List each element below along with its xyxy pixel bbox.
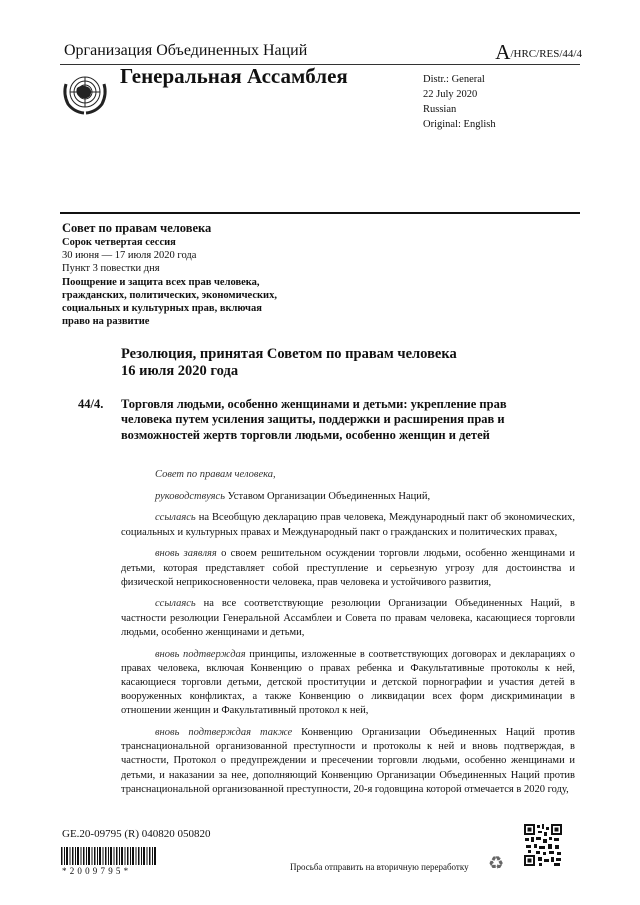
resolution-number: 44/4.: [78, 397, 104, 411]
recycle-notice: Просьба отправить на вторичную переработку: [290, 862, 469, 872]
agenda-title-2: гражданских, политических, экономических,: [62, 289, 277, 301]
job-number: GE.20-09795 (R) 040820 050820: [62, 828, 211, 840]
language-line: Russian: [423, 104, 457, 115]
paragraph: руководствуясь Уставом Организации Объединенных Наций,: [155, 490, 431, 502]
date-line: 22 July 2020: [423, 89, 478, 100]
session-dates: 30 июня — 17 июля 2020 года: [62, 250, 197, 262]
document-symbol: [495, 40, 582, 65]
barcode-number: *2009795*: [62, 866, 132, 876]
paragraph: [121, 468, 575, 482]
paragraph-lead: вновь подтверждая также: [155, 727, 293, 739]
agenda-item: Пункт 3 повестки дня: [62, 263, 160, 275]
agenda-title-3: социальных и культурных прав, включая: [62, 303, 262, 315]
paragraph-lead: вновь заявляя: [155, 548, 217, 560]
paragraph: вновь подтверждая принципы, изложенные в соответствующих договорах и декларациях о правах человека, включая Конвенцию о правах ребенка и Факультативные протоколы к ней, касающиеся торговли детьми, детской проституции и детской порнографии и участия детей в вооруженных конфликтах, а также Конвенцию о ликвидации всех форм дискриминации в отношении женщин и Факультативный протокол к ней,: [121, 648, 575, 717]
paragraph: ссылаясь на Всеобщую декларацию прав человека, Международный пакт об экономических, социальных и культурных правах и Международный пакт о гражданских и политических правах,: [121, 512, 575, 538]
paragraph: вновь подтверждая также Конвенцию Организации Объединенных Наций против транснациональной организованной преступности и протоколы к ней и вновь подтверждая, в частности, Протокол о предупреждении и пресечении торговли людьми, особенно женщинами и детьми, и наказании за нее, дополняющий Конвенцию Организации Объединенных Наций против транснациональной организованной преступности, 20-я годовщина которой отмечается в 2020 году,: [121, 727, 576, 795]
agenda-title-4: право на развитие: [62, 316, 150, 328]
resolution-title-line-2: 16 июля 2020 года: [121, 363, 239, 379]
agenda-title-1: Поощрение и защита всех прав человека,: [62, 276, 260, 288]
paragraph-lead: ссылаясь: [155, 598, 196, 610]
distr-line: Distr.: General: [423, 74, 485, 85]
original-language-line: Original: English: [423, 119, 496, 130]
resolution-topic: Торговля людьми, особенно женщинами и детьми: укрепление прав человека путем усиления защиты, поддержки и расширения прав и возможностей жертв торговли людьми, особенно женщин и детей: [121, 397, 507, 442]
qr-code-icon: [524, 824, 562, 866]
organization-name: Организация Объединенных Наций: [64, 42, 308, 59]
council-name: Совет по правам человека: [62, 221, 212, 235]
barcode-icon: [61, 847, 156, 865]
council-block: [62, 220, 322, 328]
section-divider: [60, 212, 580, 214]
symbol-rest: /HRC/RES/44/4: [510, 48, 582, 60]
un-emblem-icon: [60, 70, 110, 116]
distribution-info: [423, 72, 496, 132]
paragraph: ссылаясь на все соответствующие резолюции Организации Объединенных Наций, в частности резолюции Генеральной Ассамблеи и Совета по правам человека, касающиеся торговли людьми, особенно женщинами и детьми,: [121, 598, 575, 638]
paragraph-lead: вновь подтверждая: [155, 648, 246, 660]
paragraph-lead: руководствуясь: [155, 490, 225, 502]
resolution-title: [121, 346, 457, 380]
preamble: [121, 468, 575, 805]
resolution-title-line-1: Резолюция, принятая Советом по правам человека: [121, 346, 457, 362]
paragraph: вновь заявляя о своем решительном осуждении торговли людьми, особенно женщинами и детьми, которая представляет собой преступление и серьезную угрозу для достоинства и физической неприкосновенности человека, прав человека и устойчивого развития,: [121, 548, 576, 588]
symbol-prefix: A: [495, 40, 511, 64]
session: Сорок четвертая сессия: [62, 237, 176, 248]
recycle-icon: ♻: [488, 853, 505, 873]
paragraph-lead: Совет по правам человека,: [155, 469, 276, 480]
body-name: Генеральная Ассамблея: [120, 64, 348, 88]
paragraph-lead: ссылаясь: [155, 512, 196, 524]
